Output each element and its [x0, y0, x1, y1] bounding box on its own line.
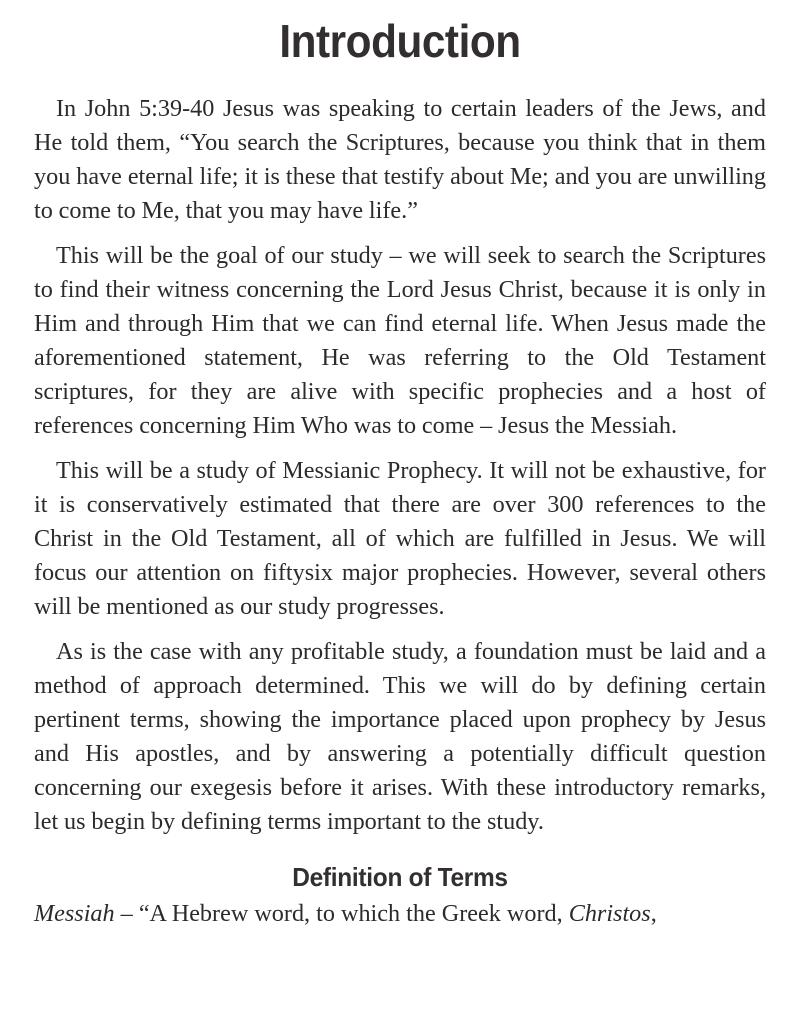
definition-text-trailing: , [650, 900, 657, 927]
paragraph-2: This will be the goal of our study – we will seek to search the Scriptures to find their witness concerning the Lord Jesus Christ, because it is only in Him and through Him that we can find eternal life. When Jesus made the aforementioned statement, He was referring to the Old Testament scriptures, for they are alive with specific prophecies and a host of references concerning Him Who was to come – Jesus the Messiah. [34, 242, 766, 439]
definition-term: Messiah [34, 900, 115, 927]
definition-text-leading: “A Hebrew word, to which the Greek word, [138, 900, 569, 927]
page-title: Introduction [279, 15, 521, 67]
body-copy [34, 68, 766, 839]
paragraph-3: This will be a study of Messianic Prophecy. It will not be exhaustive, for it is conservatively estimated that there are over 300 references to the Christ in the Old Testament, all of which are fulfilled in Jesus. We will focus our attention on fiftysix major prophecies. However, several others will be mentioned as our study progresses. [34, 457, 766, 620]
definition-entry [34, 892, 766, 931]
definition-foreign-word: Christos [568, 900, 651, 927]
definition-separator: – [114, 900, 139, 927]
section-heading-definition-of-terms: Definition of Terms [292, 862, 508, 892]
paragraph-4: As is the case with any profitable study, a foundation must be laid and a method of approach determined. This we will do by defining certain pertinent terms, showing the importance placed upon prophecy by Jesus and His apostles, and by answering a potentially difficult question concerning our exegesis before it arises. With these introductory remarks, let us begin by defining terms important to the study. [34, 638, 766, 835]
paragraph-1: In John 5:39-40 Jesus was speaking to certain leaders of the Jews, and He told them, “You search the Scriptures, because you think that in them you have eternal life; it is these that testify about Me; and you are unwilling to come to Me, that you may have life.” [34, 95, 766, 224]
